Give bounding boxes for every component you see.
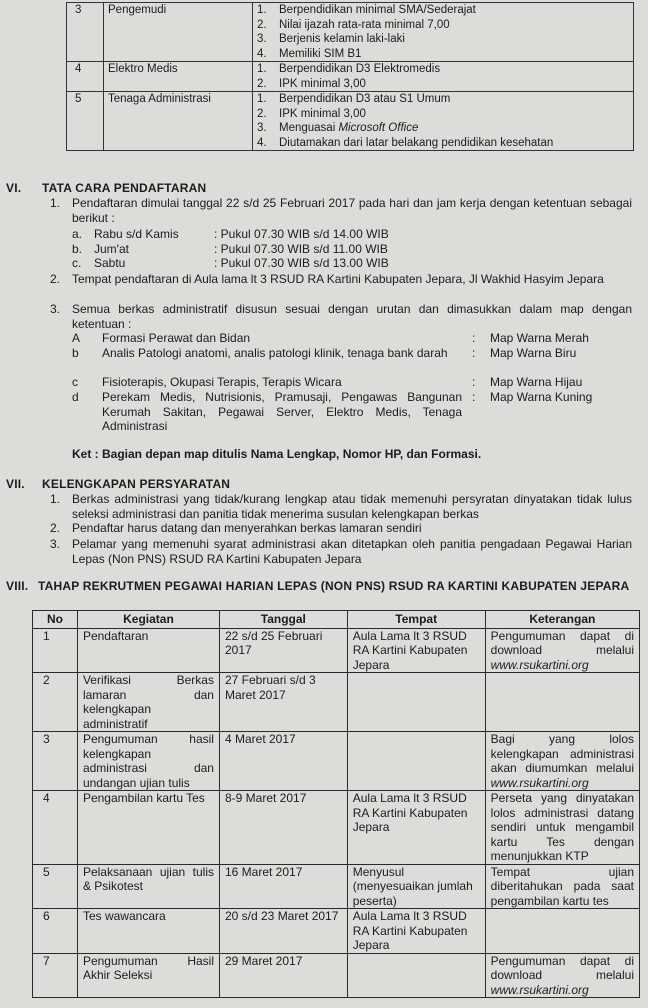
map-b-text: Analis Patologi anatomi, analis patologi klinik, tenaga bank darah	[102, 346, 448, 360]
requirement-line	[257, 107, 629, 122]
map-d-text: Perekam Medis, Nutrisionis, Pramusaji, Pengawas Bangunan Kerumah Sakitan, Pegawai Server, Elektro Medis, Tenaga Administrasi	[102, 390, 462, 433]
requirement-text: IPK minimal 3,00	[279, 107, 366, 120]
colon: :	[472, 390, 476, 404]
website-link[interactable]: www.rsukartini.org	[490, 982, 589, 997]
requirement-line	[257, 121, 629, 136]
colon: :	[472, 375, 476, 389]
date-cell: 29 Maret 2017	[219, 953, 347, 998]
table-header-row	[33, 611, 640, 629]
schedule-a-time: : Pukul 07.30 WIB s/d 14.00 WIB	[214, 227, 389, 241]
column-header: Tempat	[347, 611, 485, 629]
location-cell: Menyusul (menyesuaikan jumlah peserta)	[347, 864, 485, 909]
remarks-cell: Pengumuman dapat di download melalui www.rsukartini.org	[485, 628, 639, 673]
map-d-letter: d	[72, 390, 79, 404]
map-c-color: Map Warna Hijau	[490, 375, 583, 389]
positions-table	[66, 2, 634, 151]
date-cell: 4 Maret 2017	[219, 732, 347, 791]
requirement-number: 1.	[257, 4, 267, 16]
requirement-number: 4.	[257, 47, 267, 60]
position-name: Pengemudi	[104, 3, 253, 62]
requirement-number: 2.	[257, 77, 267, 90]
position-number: 4	[67, 62, 104, 92]
remarks-cell: Bagi yang lolos kelengkapan administrasi akan diumumkan melalui www.rsukartini.org	[485, 732, 639, 791]
requirement-line	[257, 18, 629, 33]
schedule-c-time: : Pukul 07.30 WIB s/d 13.00 WIB	[214, 256, 389, 270]
requirement-text: Memiliki SIM B1	[279, 47, 362, 60]
table-row	[67, 92, 634, 151]
requirement-number: 3.	[257, 33, 267, 45]
table-row	[33, 953, 640, 998]
table-row	[33, 628, 640, 673]
map-d-color: Map Warna Kuning	[490, 390, 593, 404]
remarks-cell: Tempat ujian diberitahukan pada saat pengambilan kartu tes	[485, 864, 639, 909]
row-number-cell: 5	[33, 864, 78, 909]
table-row	[33, 791, 640, 865]
column-header: Kegiatan	[77, 611, 219, 629]
column-header: No	[33, 611, 78, 629]
map-a-text: Formasi Perawat dan Bidan	[102, 331, 251, 345]
row-number-cell: 4	[33, 791, 78, 865]
section-title: KELENGKAPAN PERSYARATAN	[42, 477, 231, 491]
requirement-number: 3.	[257, 122, 267, 134]
location-cell	[347, 673, 485, 732]
requirement-line	[257, 77, 629, 92]
schedule-b-day: Jum'at	[94, 242, 129, 256]
activity-cell: Pelaksanaan ujian tulis & Psikotest	[77, 864, 219, 909]
remarks-cell: Pengumuman dapat di download melalui www.rsukartini.org	[485, 953, 639, 998]
date-cell: 20 s/d 23 Maret 2017	[219, 909, 347, 954]
position-requirements	[253, 3, 634, 62]
schedule-b-letter: b.	[72, 242, 83, 256]
list-number: 3.	[50, 302, 61, 316]
remarks-cell	[485, 909, 639, 954]
column-header: Tanggal	[219, 611, 347, 629]
requirement-line	[257, 136, 629, 151]
section-number: VII.	[6, 477, 25, 491]
table-row	[33, 864, 640, 909]
activity-cell: Pengambilan kartu Tes	[77, 791, 219, 865]
requirement-number: 1.	[257, 93, 267, 105]
row-number-cell: 2	[33, 673, 78, 732]
row-number-cell: 7	[33, 953, 78, 998]
position-requirements	[253, 92, 634, 151]
remarks-cell: Perseta yang dinyatakan lolos administrasi datang sendiri untuk mengambil kartu Tes dengan menunjukkan KTP	[485, 791, 639, 865]
activity-cell: Pengumuman Hasil Akhir Seleksi	[77, 953, 219, 998]
location-cell: Aula Lama lt 3 RSUD RA Kartini Kabupaten Jepara	[347, 628, 485, 673]
requirement-item: Pendaftar harus datang dan menyerahkan berkas lamaran sendiri	[72, 521, 422, 535]
activity-cell: Pendaftaran	[77, 628, 219, 673]
website-link[interactable]: www.rsukartini.org	[490, 775, 589, 790]
envelope-note: Ket : Bagian depan map ditulis Nama Lengkap, Nomor HP, dan Formasi.	[72, 447, 482, 461]
schedule-b-time: : Pukul 07.30 WIB s/d 11.00 WIB	[214, 242, 388, 256]
requirement-number: 1.	[257, 63, 267, 75]
section-number: VIII.	[6, 579, 29, 593]
schedule-a-day: Rabu s/d Kamis	[94, 227, 179, 241]
requirement-text: Diutamakan dari latar belakang pendidikan kesehatan	[279, 136, 554, 149]
requirement-text: Berjenis kelamin laki-laki	[279, 33, 405, 45]
map-b-letter: b	[72, 346, 79, 360]
row-number-cell: 1	[33, 628, 78, 673]
requirement-number: 2.	[257, 18, 267, 31]
location-cell	[347, 953, 485, 998]
row-number-cell: 3	[33, 732, 78, 791]
requirement-line	[257, 62, 629, 77]
table-row	[33, 909, 640, 954]
map-c-letter: c	[72, 375, 78, 389]
activity-cell: Pengumuman hasil kelengkapan administrasi dan undangan ujian tulis	[77, 732, 219, 791]
location-cell: Aula Lama lt 3 RSUD RA Kartini Kabupaten Jepara	[347, 909, 485, 954]
map-a-letter: A	[72, 331, 81, 345]
section-vii-heading	[6, 477, 230, 491]
position-number: 3	[67, 3, 104, 62]
location-cell	[347, 732, 485, 791]
location-cell: Aula Lama lt 3 RSUD RA Kartini Kabupaten Jepara	[347, 791, 485, 865]
section-title: TATA CARA PENDAFTARAN	[42, 181, 207, 195]
requirement-text: Berpendidikan D3 Elektromedis	[279, 63, 441, 75]
requirement-text: Nilai ijazah rata-rata minimal 7,00	[279, 18, 450, 31]
requirement-text: Berpendidikan minimal SMA/Sederajat	[279, 4, 476, 16]
table-row	[67, 62, 634, 92]
requirement-line	[257, 3, 629, 18]
website-link[interactable]: www.rsukartini.org	[490, 657, 589, 672]
table-row	[33, 673, 640, 732]
registration-place-text: Tempat pendaftaran di Aula lama lt 3 RSUD RA Kartini Kabupaten Jepara, Jl Wakhid Hasyim Jepara	[72, 272, 604, 286]
schedule-c-day: Sabtu	[94, 256, 126, 270]
requirement-text: IPK minimal 3,00	[279, 77, 366, 90]
map-b-color: Map Warna Biru	[490, 346, 577, 360]
remarks-cell	[485, 673, 639, 732]
requirement-text: Berpendidikan D3 atau S1 Umum	[279, 93, 451, 105]
position-name: Elektro Medis	[104, 62, 253, 92]
document-rules-text: Semua berkas administratif disusun sesuai dengan urutan dan dimasukkan dalam map dengan ketentuan :	[72, 302, 632, 331]
requirement-number: 4.	[257, 136, 267, 149]
section-vi-heading	[6, 181, 206, 195]
date-cell: 8-9 Maret 2017	[219, 791, 347, 865]
column-header: Keterangan	[485, 611, 639, 629]
list-number: 1.	[50, 492, 61, 506]
schedule-a-letter: a.	[72, 227, 83, 241]
position-name: Tenaga Administrasi	[104, 92, 253, 151]
schedule-c-letter: c.	[72, 256, 82, 270]
requirement-text: Menguasai Microsoft Office	[279, 122, 419, 134]
date-cell: 16 Maret 2017	[219, 864, 347, 909]
requirement-line	[257, 47, 629, 62]
section-number: VI.	[6, 181, 22, 195]
activity-cell: Tes wawancara	[77, 909, 219, 954]
section-viii-heading	[6, 579, 636, 593]
requirement-line	[257, 32, 629, 47]
software-name: Microsoft Office	[338, 122, 419, 134]
requirement-item: Berkas administrasi yang tidak/kurang lengkap atau tidak memenuhi persyratan dinyatakan tidak lulus seleksi administrasi dan panitia tidak menerima susulan kelengkapan berkas	[72, 492, 632, 521]
section-title: TAHAP REKRUTMEN PEGAWAI HARIAN LEPAS (NON PNS) RSUD RA KARTINI KABUPATEN JEPARA	[38, 579, 630, 593]
date-cell: 27 Februari s/d 3 Maret 2017	[219, 673, 347, 732]
position-requirements	[253, 62, 634, 92]
requirement-item: Pelamar yang memenuhi syarat administrasi akan ditetapkan oleh panitia pengadaan Pegawai Harian Lepas (Non PNS) RSUD RA Kartini Kabupaten Jepara	[72, 537, 632, 566]
recruitment-schedule-table	[32, 610, 640, 998]
map-c-text: Fisioterapis, Okupasi Terapis, Terapis Wicara	[102, 375, 342, 389]
row-number-cell: 6	[33, 909, 78, 954]
table-row	[33, 732, 640, 791]
table-row	[67, 3, 634, 62]
colon: :	[472, 331, 476, 345]
list-number: 2.	[50, 521, 61, 535]
requirement-number: 2.	[257, 107, 267, 120]
list-number: 1.	[50, 196, 61, 210]
requirement-line	[257, 92, 629, 107]
list-number: 2.	[50, 272, 61, 286]
colon: :	[472, 346, 476, 360]
date-cell: 22 s/d 25 Februari 2017	[219, 628, 347, 673]
list-number: 3.	[50, 537, 61, 551]
map-a-color: Map Warna Merah	[490, 331, 589, 345]
position-number: 5	[67, 92, 104, 151]
registration-date-text: Pendaftaran dimulai tanggal 22 s/d 25 Februari 2017 pada hari dan jam kerja dengan ketentuan sebagai berikut :	[72, 196, 632, 225]
activity-cell: Verifikasi Berkas lamaran dan kelengkapan administratif	[77, 673, 219, 732]
